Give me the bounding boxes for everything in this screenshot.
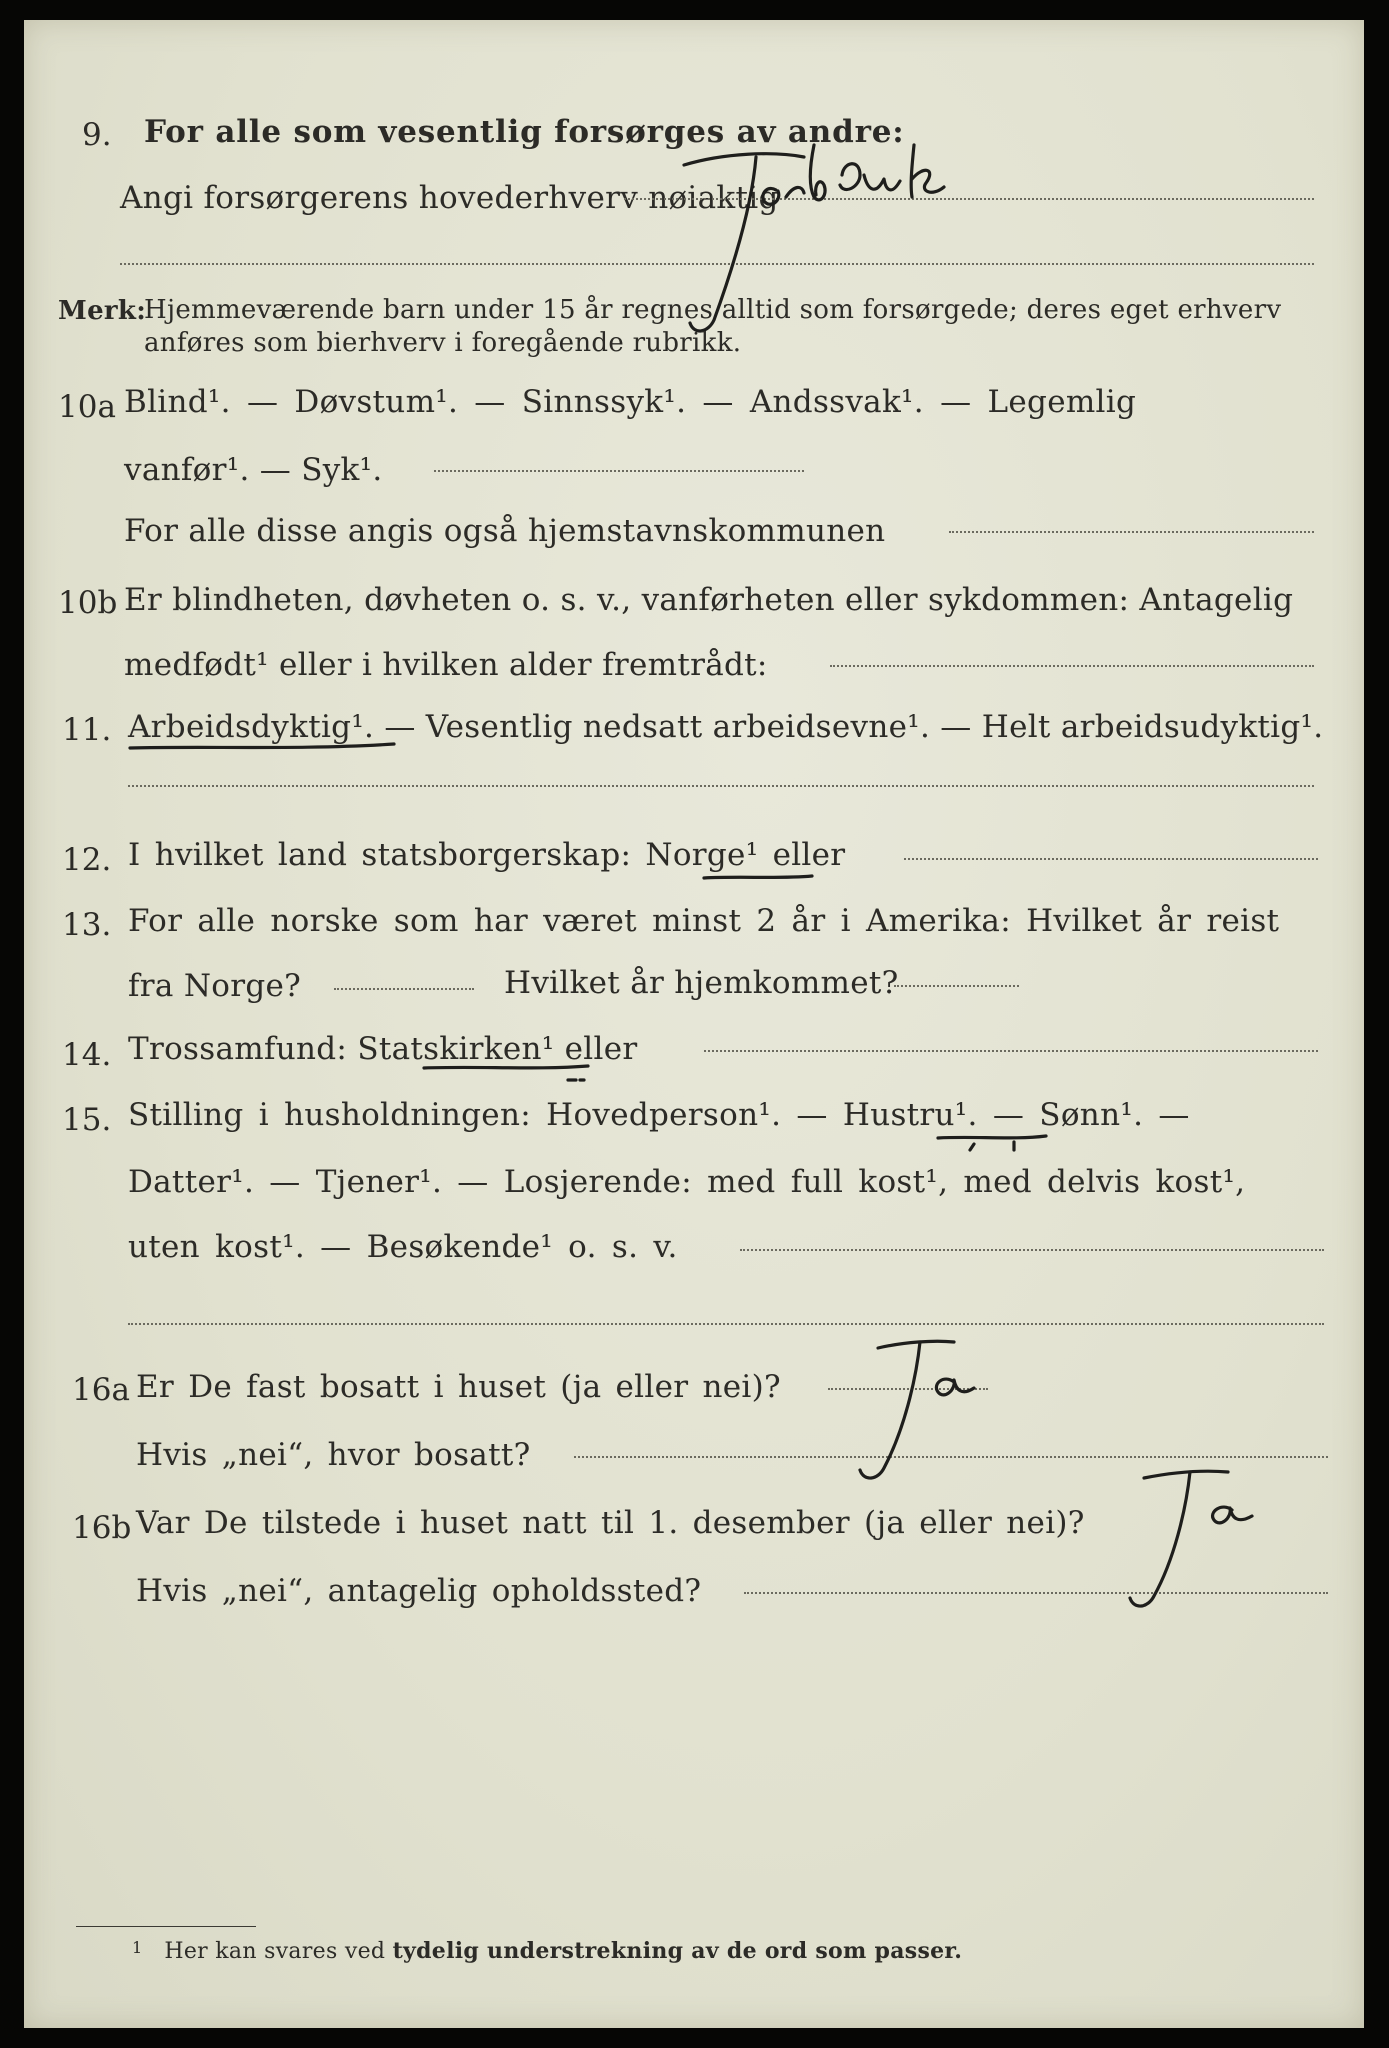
q11-answer-line <box>128 785 1314 787</box>
q16a-line-1: Er De fast bosatt i huset (ja eller nei)? <box>136 1369 781 1405</box>
q15-answer-line-2 <box>128 1323 1324 1325</box>
q16a-handwritten-answer <box>844 1330 1014 1490</box>
q13-line-2b: Hvilket år hjemkommet? <box>504 965 899 1001</box>
q16a-line-2: Hvis „nei“, hvor bosatt? <box>136 1437 531 1473</box>
q11-number: 11. <box>62 712 112 748</box>
q16a-number: 16a <box>72 1372 130 1408</box>
q10b-line-1: Er blindheten, døvheten o. s. v., vanførheten eller sykdommen: Antagelig <box>124 582 1294 618</box>
q16b-number: 16b <box>72 1510 132 1546</box>
q15-line-2: Datter¹. — Tjener¹. — Losjerende: med full kost¹, med delvis kost¹, <box>128 1164 1246 1200</box>
q14-eller: eller <box>554 1031 638 1067</box>
q11-other-options: — Vesentlig nedsatt arbeidsevne¹. — Helt arbeidsudyktig¹. <box>374 709 1324 745</box>
q12-line <box>128 837 846 873</box>
q11-option-arbeidsdyktig: Arbeidsdyktig¹. <box>128 709 375 745</box>
q13-line-1: For alle norske som har været minst 2 år i Amerika: Hvilket år reist <box>128 903 1280 939</box>
q12-answer-line <box>904 858 1318 860</box>
q14-prompt: Trossamfund: <box>128 1031 358 1067</box>
q12-number: 12. <box>62 842 112 878</box>
q15-line-1 <box>128 1097 1190 1133</box>
q15-household-options-a: Stilling i husholdningen: Hovedperson¹. — <box>128 1097 843 1133</box>
q16b-line-2: Hvis „nei“, antagelig opholdssted? <box>136 1573 702 1609</box>
q9-occupation-prompt: Angi forsørgerens hovederhverv nøiaktig <box>120 180 779 216</box>
merk-line-2: anføres som bierhverv i foregående rubrikk. <box>144 328 742 358</box>
q15-household-options-b: . — Sønn¹. — <box>967 1097 1190 1133</box>
q16b-line-1: Var De tilstede i huset natt til 1. desember (ja eller nei)? <box>136 1505 1085 1541</box>
q12-handwritten-underline <box>700 870 820 886</box>
q10a-line-2: vanfør¹. — Syk¹. <box>124 452 383 488</box>
q12-eller: eller <box>758 837 846 873</box>
q14-handwritten-underline <box>418 1056 598 1090</box>
q12-prompt: I hvilket land statsborgerskap: <box>128 837 646 873</box>
q9-heading: For alle som vesentlig forsørges av andre: <box>144 114 905 150</box>
q13-year-left-line <box>334 988 474 990</box>
q15-line-3: uten kost¹. — Besøkende¹ o. s. v. <box>128 1229 678 1265</box>
footnote-text-bold: tydelig understrekning av de ord som passer. <box>392 1938 963 1964</box>
footnote-mark: 1 <box>132 1938 143 1957</box>
footnote <box>132 1940 962 1963</box>
q9-number: 9. <box>82 117 112 153</box>
q14-answer-line <box>704 1050 1318 1052</box>
merk-label: Merk: <box>58 296 147 326</box>
q15-answer-line <box>740 1249 1324 1251</box>
q16b-handwritten-answer <box>1104 1460 1304 1620</box>
q10b-answer-line <box>830 665 1314 667</box>
q14-option-statskirken: Statskirken¹ <box>357 1031 555 1067</box>
census-form-page <box>24 20 1364 2028</box>
q15-number: 15. <box>62 1102 112 1138</box>
q13-line-2a: fra Norge? <box>128 968 302 1004</box>
footnote-rule <box>76 1926 256 1927</box>
q12-option-norge: Norge¹ <box>645 837 759 873</box>
q10b-line-2: medfødt¹ eller i hvilken alder fremtrådt: <box>124 647 768 683</box>
q10a-answer-line <box>434 470 804 472</box>
q15-handwritten-underline <box>934 1130 1054 1154</box>
footnote-text: Her kan svares ved <box>164 1939 393 1964</box>
q13-number: 13. <box>62 907 112 943</box>
q10a-line-1: Blind¹. — Døvstum¹. — Sinnssyk¹. — Andssvak¹. — Legemlig <box>124 384 1137 420</box>
q10a-line-3: For alle disse angis også hjemstavnskommunen <box>124 513 886 549</box>
q10a-hometown-line <box>949 531 1314 533</box>
merk-line-1: Hjemmeværende barn under 15 år regnes alltid som forsørgede; deres eget erhverv <box>144 295 1282 325</box>
q14-number: 14. <box>62 1037 112 1073</box>
q10b-number: 10b <box>58 585 118 621</box>
q15-option-hustru: Hustru¹ <box>842 1097 968 1133</box>
q11-handwritten-underline <box>124 738 404 758</box>
q13-year-returned-line <box>894 985 1019 987</box>
q10a-number: 10a <box>58 389 116 425</box>
